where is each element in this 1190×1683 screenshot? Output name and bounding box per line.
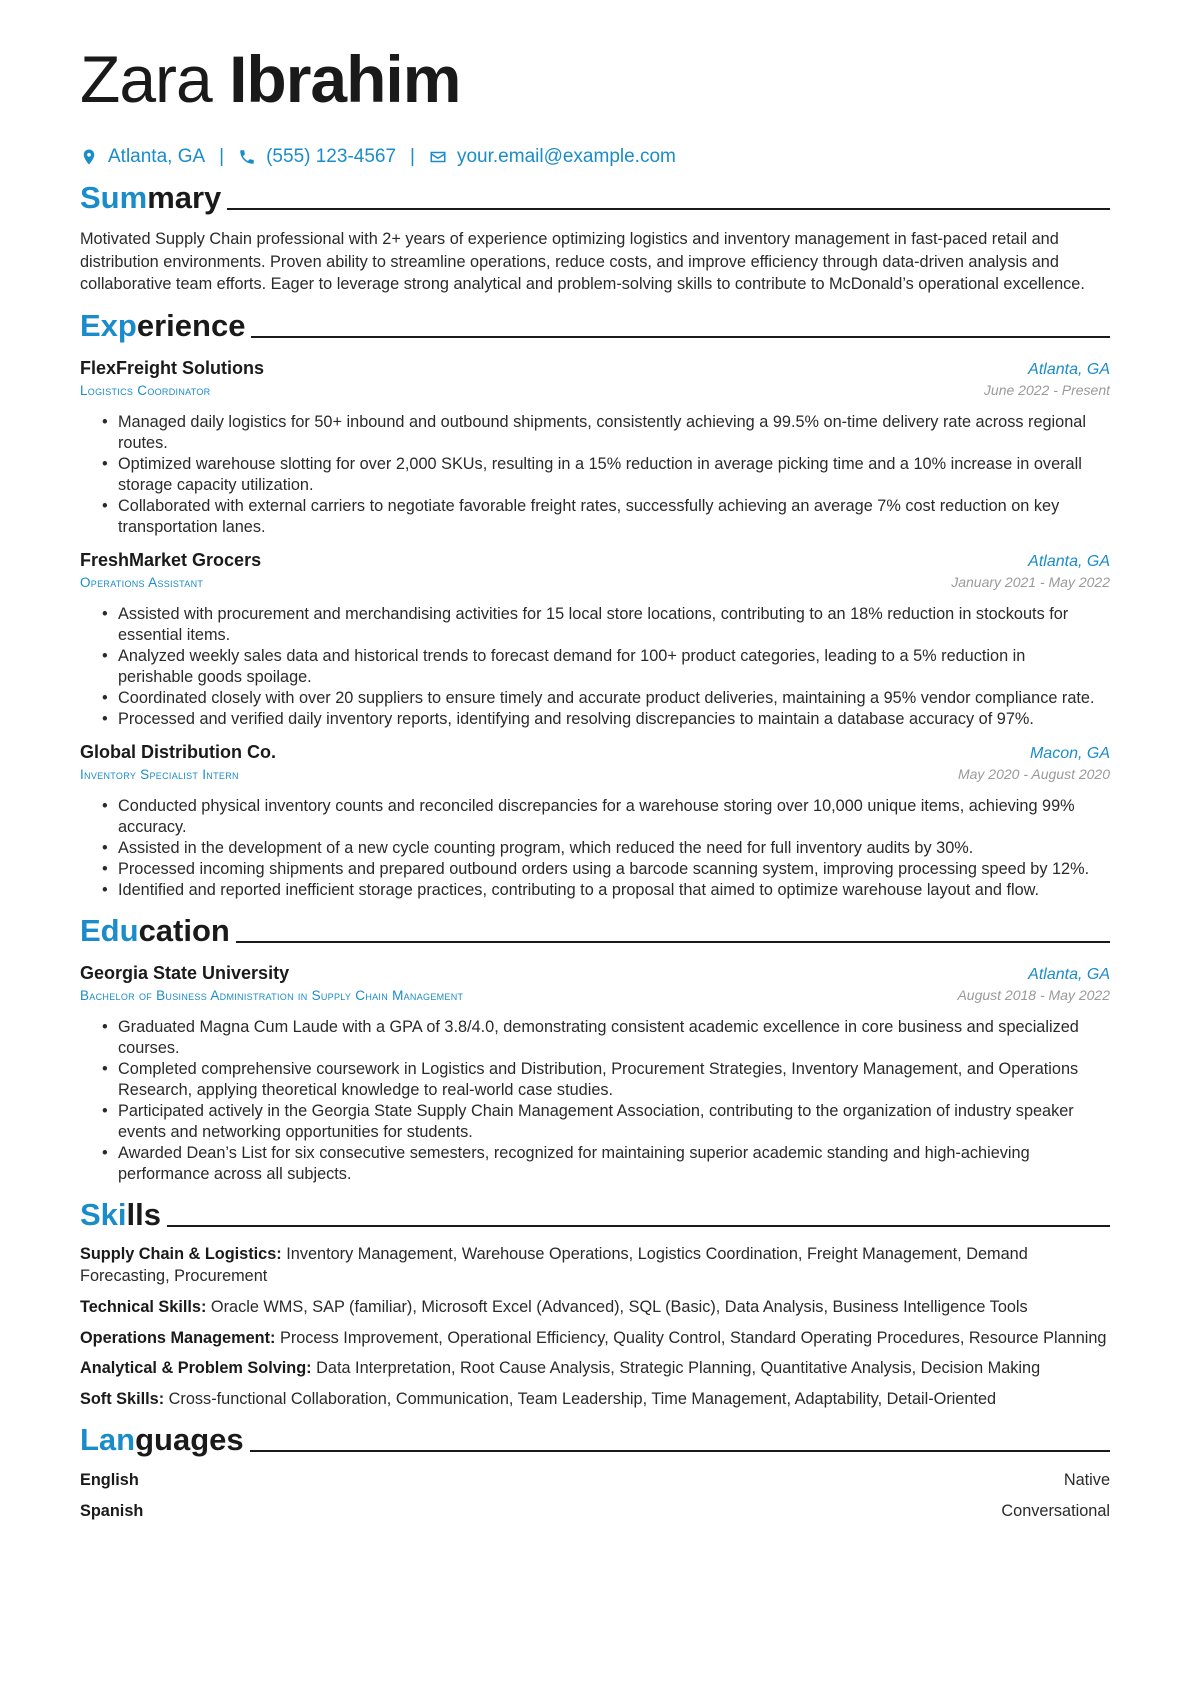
skill-list: Data Interpretation, Root Cause Analysis, Strategic Planning, Quantitative Analysis, Decision Making xyxy=(316,1359,1041,1378)
entry-location: Atlanta, GA xyxy=(1028,552,1110,570)
phone-icon xyxy=(238,148,256,166)
section-rule xyxy=(250,1450,1110,1452)
skill-category: Analytical & Problem Solving: xyxy=(80,1359,312,1378)
bullet-item: • Conducted physical inventory counts and reconciled discrepancies for a warehouse storing over 10,000 unique items, achieving 99% accuracy. xyxy=(102,796,1075,836)
envelope-icon xyxy=(429,148,447,166)
experience-entry xyxy=(80,742,1110,901)
skill-row xyxy=(80,1296,1110,1319)
phone-text: (555) 123-4567 xyxy=(266,146,397,167)
skill-row xyxy=(80,1327,1110,1350)
first-name: Zara xyxy=(80,42,212,116)
skill-category: Supply Chain & Logistics: xyxy=(80,1244,282,1263)
summary-text: Motivated Supply Chain professional with 2+ years of experience optimizing logistics and inventory management in fast-paced retail and distribution environments. Proven ability to streamline operations, reduce costs, and improve efficiency through data-driven analysis and collaborative team efforts. Eager to leverage strong analytical and problem-solving skills to contribute to McDonald’s operational excellence. xyxy=(80,230,1085,294)
skill-list: Oracle WMS, SAP (familiar), Microsoft Excel (Advanced), SQL (Basic), Data Analysis, Business Intelligence Tools xyxy=(210,1297,1028,1316)
entry-dates: January 2021 - May 2022 xyxy=(951,573,1110,590)
bullet-item: • Collaborated with external carriers to negotiate favorable freight rates, successfully achieving an average 7% cost reduction on key transportation lanes. xyxy=(102,496,1060,536)
bullet-list xyxy=(80,796,1110,901)
school-name: Georgia State University xyxy=(80,962,290,983)
skill-row xyxy=(80,1388,1110,1411)
skill-list: Cross-functional Collaboration, Communication, Team Leadership, Time Management, Adaptability, Detail-Oriented xyxy=(168,1389,997,1408)
section-rule xyxy=(236,941,1110,943)
bullet-item: • Managed daily logistics for 50+ inbound and outbound shipments, consistently achieving a 99.5% on-time delivery rate across regional routes. xyxy=(102,412,1086,452)
entry-location: Atlanta, GA xyxy=(1028,965,1110,983)
bullet-item: • Analyzed weekly sales data and historical trends to forecast demand for 100+ product categories, leading to a 5% reduction in perishable goods spoilage. xyxy=(102,646,1026,686)
bullet-item: • Completed comprehensive coursework in Logistics and Distribution, Procurement Strategies, Inventory Management, and Operations Research, applying theoretical knowledge to real-world case studies. xyxy=(102,1059,1079,1099)
skill-category: Soft Skills: xyxy=(80,1389,165,1408)
experience-entry xyxy=(80,358,1110,538)
candidate-name xyxy=(80,40,1110,118)
bullet-list xyxy=(80,604,1110,730)
employer-name: Global Distribution Co. xyxy=(80,741,276,762)
bullet-list xyxy=(80,1017,1110,1185)
contact-separator: | xyxy=(219,146,225,167)
language-level: Native xyxy=(1063,1471,1110,1490)
experience-heading: Experience xyxy=(80,306,1110,346)
entry-dates: May 2020 - August 2020 xyxy=(957,765,1110,782)
location-text: Atlanta, GA xyxy=(108,146,206,167)
skill-list: Inventory Management, Warehouse Operations, Logistics Coordination, Freight Management, Demand Forecasting, Procurement xyxy=(80,1244,1028,1286)
bullet-item: • Awarded Dean’s List for six consecutive semesters, recognized for maintaining superior academic standing and high-achieving performance across all subjects. xyxy=(102,1143,1030,1183)
map-pin-icon xyxy=(80,148,98,166)
entry-dates: August 2018 - May 2022 xyxy=(957,986,1110,1003)
job-title: Logistics Coordinator xyxy=(80,382,211,398)
bullet-item: • Identified and reported inefficient storage practices, contributing to a proposal that aimed to optimize warehouse layout and flow. xyxy=(102,880,1040,899)
language-name: English xyxy=(80,1471,139,1490)
bullet-item: • Graduated Magna Cum Laude with a GPA of 3.8/4.0, demonstrating consistent academic excellence in core business and specialized courses. xyxy=(102,1017,1079,1057)
bullet-list xyxy=(80,412,1110,538)
section-rule xyxy=(251,336,1110,338)
bullet-item: • Optimized warehouse slotting for over 2,000 SKUs, resulting in a 15% reduction in average picking time and a 10% increase in overall storage capacity utilization. xyxy=(102,454,1082,494)
contact-phone[interactable] xyxy=(238,146,396,168)
degree-title: Bachelor of Business Administration in Supply Chain Management xyxy=(80,987,464,1003)
education-entry xyxy=(80,963,1110,1185)
language-row xyxy=(80,1500,1110,1522)
employer-name: FreshMarket Grocers xyxy=(80,549,262,570)
job-title: Inventory Specialist Intern xyxy=(80,766,239,782)
bullet-item: • Assisted with procurement and merchandising activities for 15 local store locations, contributing to an 18% reduction in stockouts for essential items. xyxy=(102,604,1069,644)
entry-dates: June 2022 - Present xyxy=(983,381,1110,398)
bullet-item: • Coordinated closely with over 20 suppliers to ensure timely and accurate product deliveries, maintaining a 95% vendor compliance rate. xyxy=(102,688,1095,707)
email-text: your.email@example.com xyxy=(456,146,676,167)
language-level: Conversational xyxy=(1001,1502,1110,1521)
contact-bar xyxy=(80,146,1110,168)
education-heading: Education xyxy=(80,911,1110,951)
skill-category: Technical Skills: xyxy=(80,1297,207,1316)
skill-row xyxy=(80,1357,1110,1380)
language-name: Spanish xyxy=(80,1502,144,1521)
bullet-item: • Participated actively in the Georgia State Supply Chain Management Association, contributing to the organization of industry speaker events and networking opportunities for students. xyxy=(102,1101,1074,1141)
skill-category: Operations Management: xyxy=(80,1328,276,1347)
summary-heading: Summary xyxy=(80,178,1110,218)
last-name: Ibrahim xyxy=(229,42,461,116)
entry-location: Macon, GA xyxy=(1029,744,1110,762)
job-title: Operations Assistant xyxy=(80,574,204,590)
contact-location xyxy=(80,146,205,168)
language-row xyxy=(80,1469,1110,1491)
section-rule xyxy=(167,1225,1110,1227)
skills-heading: Skills xyxy=(80,1195,1110,1235)
employer-name: FlexFreight Solutions xyxy=(80,357,265,378)
skill-row xyxy=(80,1243,1110,1288)
entry-location: Atlanta, GA xyxy=(1028,360,1110,378)
skill-list: Process Improvement, Operational Efficiency, Quality Control, Standard Operating Procedures, Resource Planning xyxy=(279,1328,1107,1347)
section-rule xyxy=(227,208,1110,210)
contact-separator: | xyxy=(410,146,415,167)
bullet-item: • Assisted in the development of a new cycle counting program, which reduced the need for full inventory audits by 30%. xyxy=(102,838,974,857)
contact-email[interactable] xyxy=(429,146,676,168)
bullet-item: • Processed incoming shipments and prepared outbound orders using a barcode scanning system, improving processing speed by 12%. xyxy=(102,859,1090,878)
experience-entry xyxy=(80,550,1110,730)
bullet-item: • Processed and verified daily inventory reports, identifying and resolving discrepancies to maintain a database accuracy of 97%. xyxy=(102,709,1034,728)
languages-heading: Languages xyxy=(80,1420,1110,1460)
